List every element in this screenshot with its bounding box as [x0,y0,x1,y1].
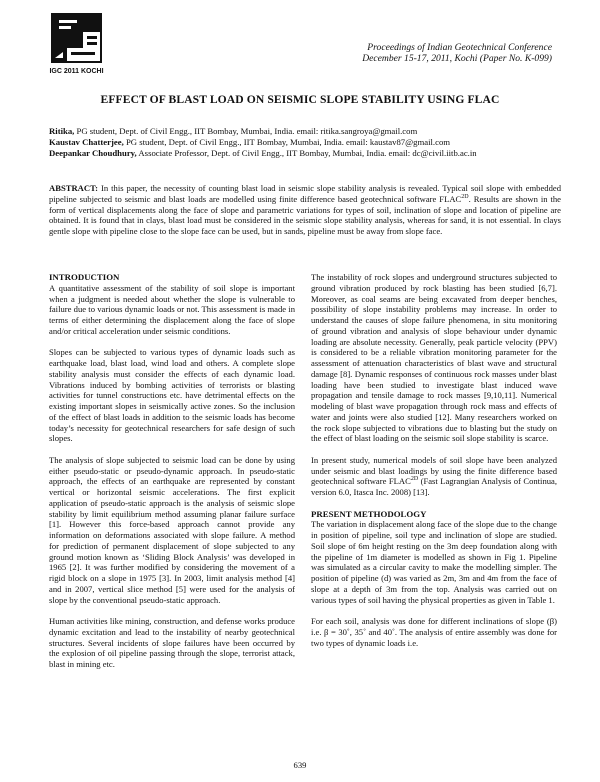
abstract [49,183,561,237]
paper-title: EFFECT OF BLAST LOAD ON SEISMIC SLOPE STABILITY USING FLAC [100,93,500,106]
author-name: Deepankar Choudhury, [49,148,137,159]
logo-text: IGC 2011 KOCHI [49,68,104,75]
abstract-superscript: 2D [461,193,469,200]
author-entry [49,137,564,148]
author-affiliation: PG student, Dept. of Civil Engg., IIT Bombay, Mumbai, India. email: kaustav87@gmail.com [123,137,451,148]
paragraph: Human activities like mining, construction, and defense works produce dynamic excitation and lead to the instability of nearby geotechnical structures. Several incidents of slope failures have been occurred by the explosion of oil pipeline passing through the slope, terrorist attack, blast in mining etc. [49,616,295,669]
igc-logo-icon [49,12,104,78]
author-entry [49,148,564,159]
paragraph [311,455,557,498]
introduction-heading: INTRODUCTION [49,272,120,282]
conference-name: Proceedings of Indian Geotechnical Conference [367,42,552,53]
conference-date: December 15-17, 2011, Kochi (Paper No. K-099) [362,53,552,64]
author-entry [49,126,564,137]
author-affiliation: Associate Professor, Dept. of Civil Engg., IIT Bombay, Mumbai, India. email: dc@civil.iitb.ac.in [136,148,477,159]
page-number: 639 [293,760,307,770]
abstract-text-cont: . Results are shown in the form of vertical displacements along the face of slope and parametric variations for types of soil, inclination of slope and location of pipeline are obtained. It is found that in clays, blast load must be considered in the seismic slope stability analysis, whereas for sand, it is not essential. In clays gentle slope with pipeline close to the slope face can be used, but in sands, pipeline must be away from slope face. [49,193,561,237]
right-column [311,272,557,659]
methodology-heading: PRESENT METHODOLOGY [311,508,427,519]
paragraph-text: In present study, numerical models of soil slope have been analyzed under seismic and blast loadings by using the finite difference based geotechnical software FLAC [311,454,557,487]
left-column [49,272,295,681]
conference-header [232,42,552,64]
paragraph-text-cont: (Fast Lagrangian Analysis of Continua, version 6.0, Itasca Inc. 2008) [13]. [311,476,558,497]
paragraph: The instability of rock slopes and underground structures subjected to ground vibration produced by rock blasting has been studied [6,7]. Moreover, as coal seams are being excavated from deeper benches, possibility of slope instability problems may increase. In order to understand the causes of slope failure phenomena, in situ monitoring of ground vibration and analysis of slope behaviour under dynamic loading are absolute necessity. Generally, peak particle velocity (PPV) is considered to be a reliable vibration monitoring parameter for the assessment of attenuation characteristics of blast wave and structural damage [8]. Dynamic responses of continuous rock masses under blast loading have been studied to investigate blast induced wave propagation and tensile damage to rock masses [9,10,11]. Numerical modeling of blast wave propagation through rock mass and effects of water and joints were also studied [12]. Many researchers worked on the rock slope subjected to vibrations due to blasting but the study on the effect of blast loading on the seismic soil slope stability is scarce. [311,272,557,444]
abstract-text: In this paper, the necessity of counting blast load in seismic slope stability analysis is revealed. Typical soil slope with embedded pipeline subjected to seismic and blast loads are modelled using finite difference based geotechnical software FLAC [49,183,561,204]
paragraph: Slopes can be subjected to various types of dynamic loads such as earthquake load, blast load, wind load and others. A complete slope stability analysis must consider the effects of each dynamic load. Vibrations induced by bombing activities of terrorists or blasting activities for tunnel constructions etc. have detrimental effects on the existing important slopes in seismically active zones. So the inclusion of the effect of blast loads in addition to the seismic loads has become today’s necessity for geotechnical researchers for safe design of such slopes. [49,347,295,444]
author-affiliation: PG student, Dept. of Civil Engg., IIT Bombay, Mumbai, India. email: ritika.sangroya@gmail.com [74,126,418,136]
conference-logo [49,12,104,78]
author-list [49,126,564,160]
author-name: Kaustav Chatterjee, [49,137,124,148]
flac-superscript: 2D [410,476,419,483]
abstract-label: ABSTRACT: [49,183,99,193]
paragraph: The variation in displacement along face of the slope due to the change in position of pipeline, soil type and inclination of slope are studied. Soil slope of 6m height resting on the 3m deep foundation along with the pipeline of 1m diameter is modelled as shown in Fig 1. Pipeline was simulated as a circular cavity to make the modelling simpler. The position of pipeline (d) was varied as 2m, 3m and 4m from the face of slope at a depth of 3m from the top. Analysis was carried out on various types of soil having the physical properties as given in Table 1. [311,519,557,605]
paragraph: For each soil, analysis was done for different inclinations of slope (β) i.e. β = 30˚, 35˚ and 40˚. The analysis of entire assembly was done for two types of dynamic loads i.e. [311,616,557,648]
paragraph: A quantitative assessment of the stability of soil slope is important when a judgment is needed about whether the slope is vulnerable to failure due to various dynamic loads or not. This assessment is made in terms of either determining the displacement along the face of slope and/or critical acceleration under seismic conditions. [49,282,295,336]
paragraph: The analysis of slope subjected to seismic load can be done by using either pseudo-static or pseudo-dynamic approach. In pseudo-static approach, the effects of an earthquake are represented by constant vertical or horizontal seismic accelerations. The first explicit application of pseudo-static approach is the analysis of seismic slope stability by limit equilibrium method assuming planar failure surface [1]. However this force-based approach cannot provide any information on deformations associated with slope failure. A method for prediction of permanent displacement of slope subjected to any ground motion known as ‘Sliding Block Analysis’ was developed in 1965 [2]. It was further modified by considering the movement of a rigid block on a slope in 1975 [3]. In 2003, limit analysis method [4] and in 2007, vertical slice method [5] were used for the analysis of slope by the conventional pseudo-static approach. [49,454,295,605]
author-name: Ritika, [49,126,75,136]
